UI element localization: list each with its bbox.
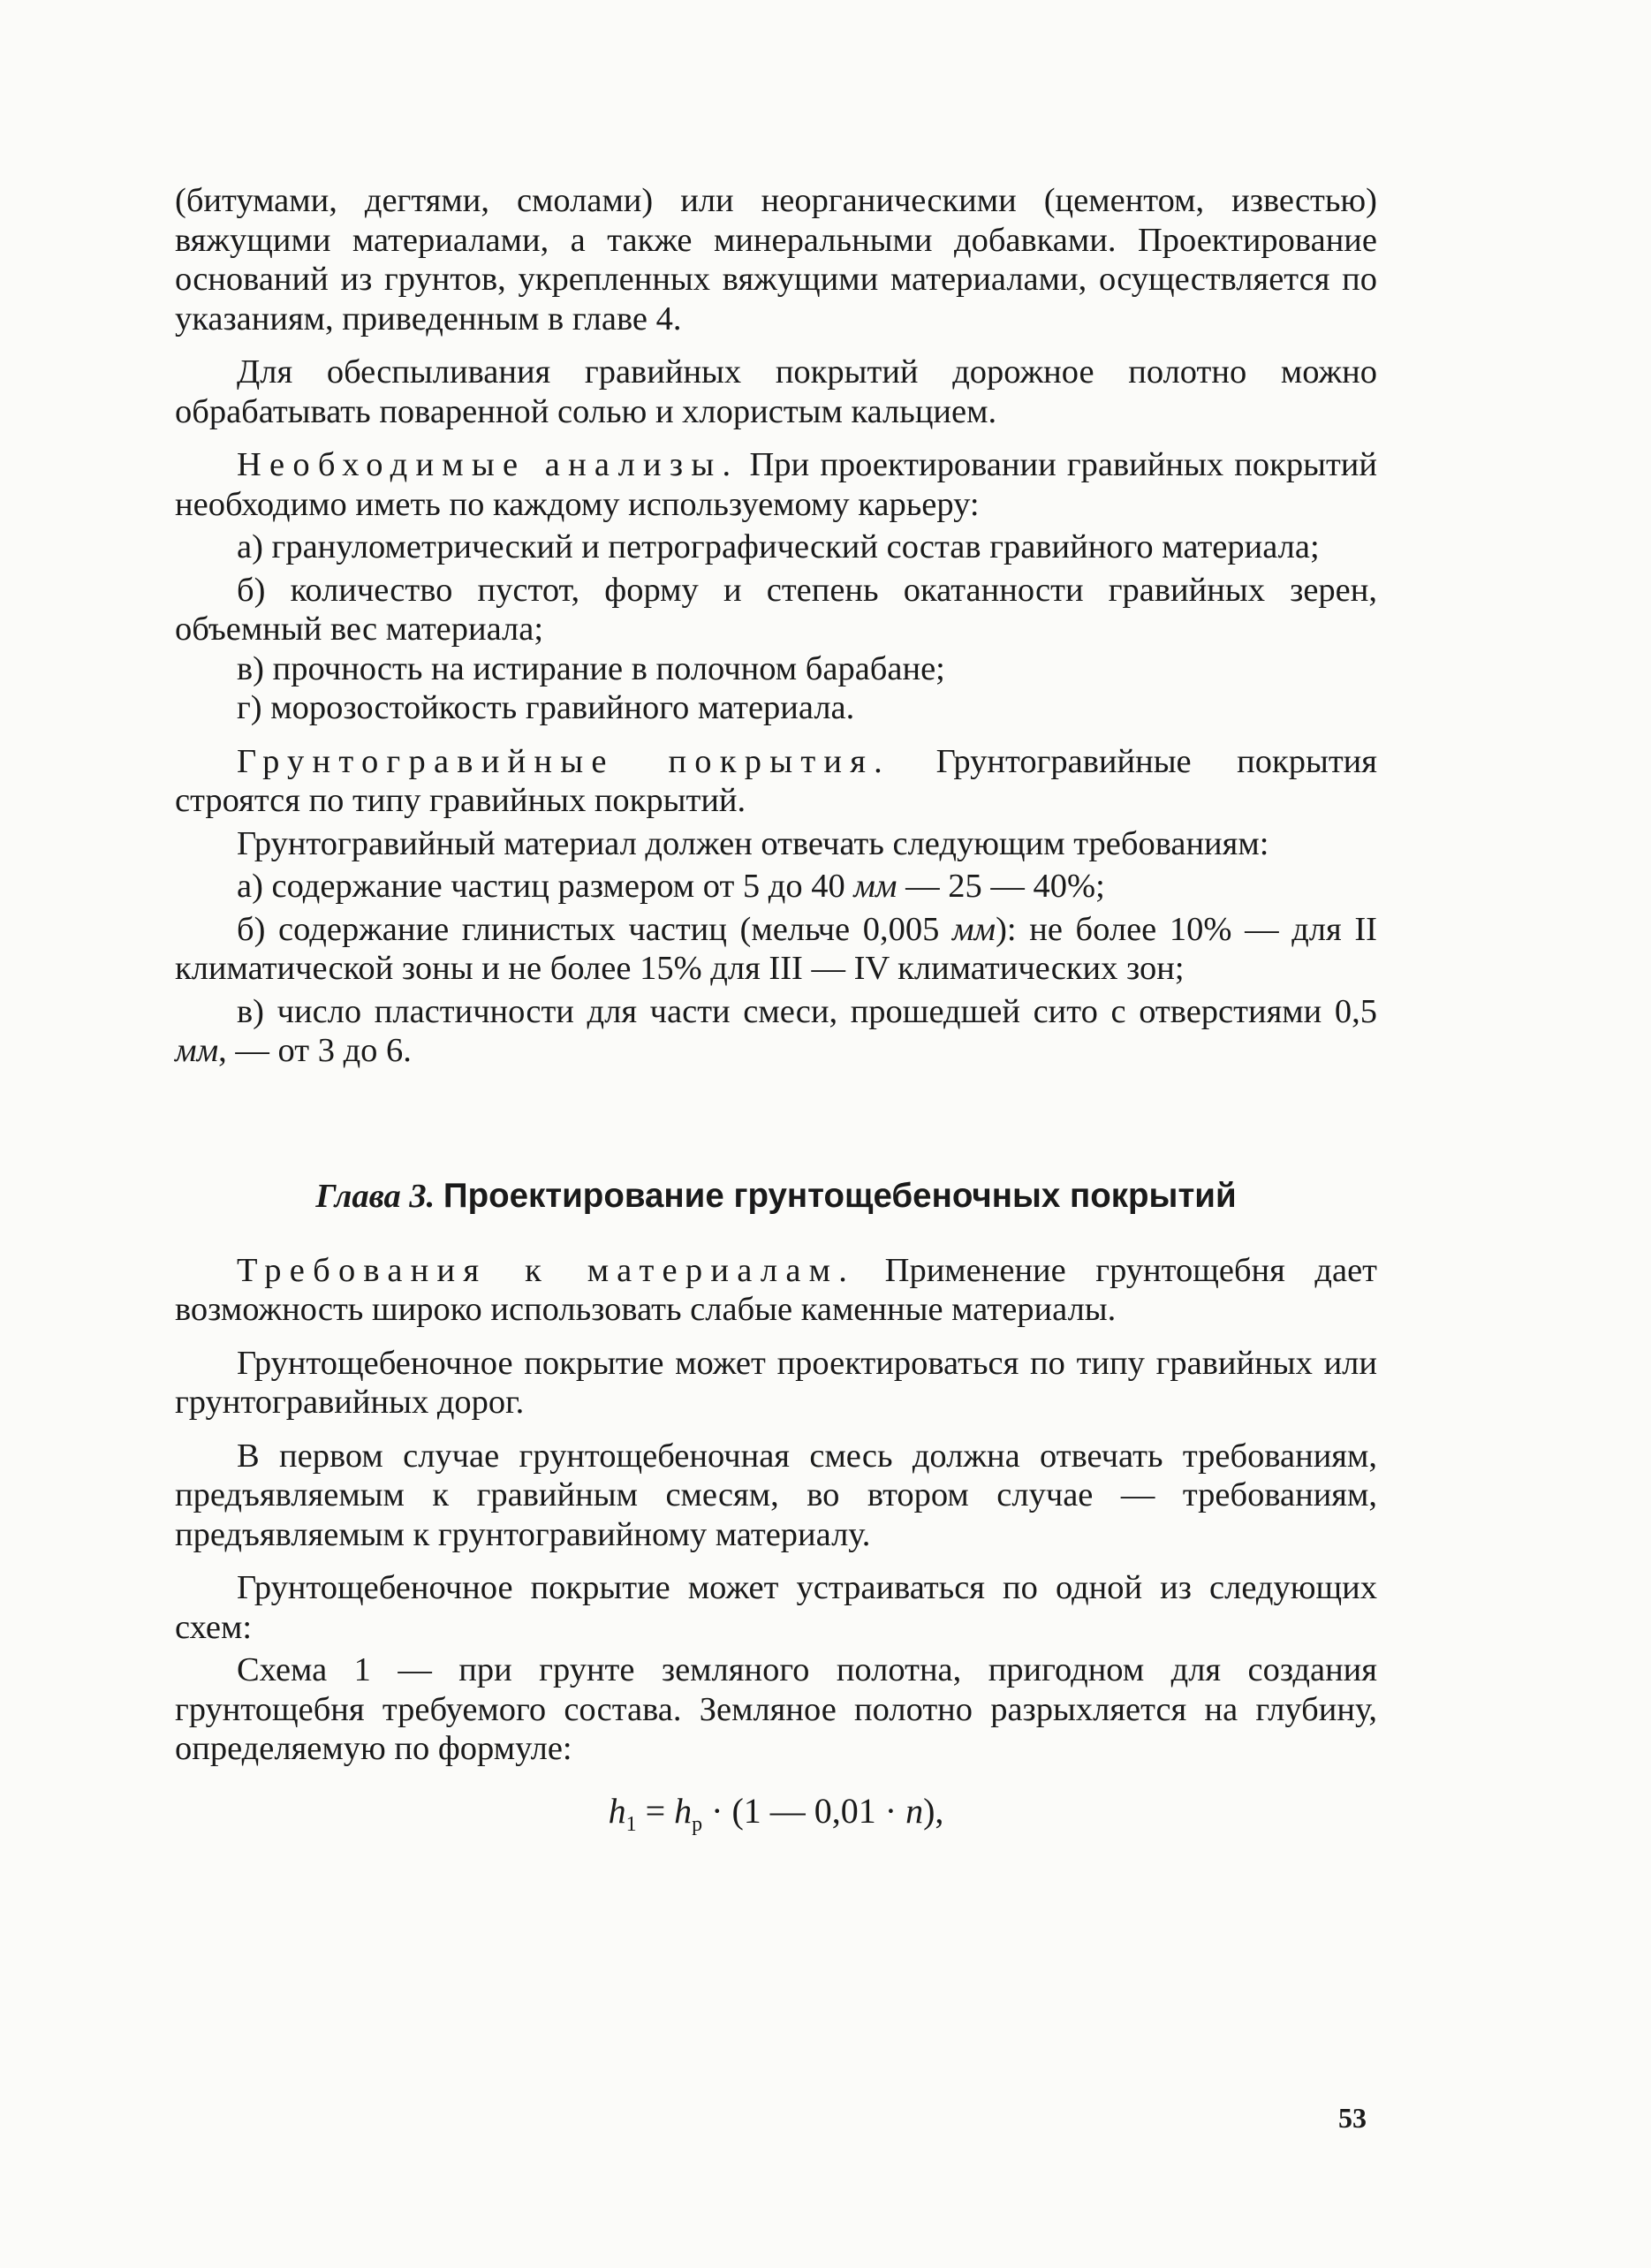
formula-expression: · (1 — 0,01 · — [702, 1790, 906, 1831]
list-item-text: в) прочность на истирание в полочном барабане; — [237, 649, 945, 687]
unit-mm: мм — [175, 1032, 219, 1069]
formula-close: ), — [923, 1790, 944, 1831]
run-in-heading: Необходимые анализы. — [237, 446, 739, 483]
paragraph-text: Для обеспыливания гравийных покрытий дорожное полотно можно обрабатывать поваренной солью и хлористым кальцием. — [175, 353, 1377, 430]
formula-sub-p: р — [692, 1812, 703, 1836]
paragraph-material-requirements — [175, 1251, 1377, 1330]
requirement-a — [175, 867, 1377, 906]
formula — [175, 1790, 1377, 1846]
requirement-text: б) содержание глинистых частиц (мельче 0,005 — [237, 910, 940, 948]
paragraph-text: Грунтощебеночное покрытие может устраиваться по одной из следующих схем: — [175, 1569, 1377, 1646]
list-item-c — [175, 649, 1377, 689]
list-item-text: г) морозостойкость гравийного материала. — [237, 689, 855, 726]
paragraph-requirements — [175, 824, 1377, 864]
paragraph-text: Грунтогравийный материал должен отвечать следующим требованиям: — [237, 824, 1269, 862]
requirement-tail: — 25 — 40%; — [897, 868, 1105, 905]
paragraph-text: (битумами, дегтями, смолами) или неорганическими (цементом, известью) вяжущими материалами, а также минеральными добавками. Проектирование оснований из грунтов, укрепленных вяжущими материалами, осуществляется по указаниям, приведенным в главе 4. — [175, 182, 1377, 338]
chapter-heading — [175, 1177, 1377, 1216]
page-number: 53 — [1338, 2102, 1367, 2134]
unit-mm: мм — [951, 910, 996, 948]
run-in-heading: Грунтогравийные покрытия. — [237, 742, 891, 780]
list-item-text: а) гранулометрический и петрографический состав гравийного материала; — [237, 528, 1320, 565]
formula-var-n: n — [905, 1790, 924, 1831]
requirement-c — [175, 992, 1377, 1071]
run-in-heading: Требования к материалам. — [237, 1251, 856, 1289]
requirement-tail: , — от 3 до 6. — [218, 1032, 412, 1069]
formula-var-hp: h — [674, 1790, 693, 1831]
chapter-title: Проектирование грунтощебеночных покрытий — [443, 1176, 1237, 1215]
paragraph-text: Применение грунтощебня дает возможность широко использовать слабые каменные материалы. — [175, 1251, 1377, 1328]
requirement-b — [175, 910, 1377, 989]
paragraph-first-case — [175, 1437, 1377, 1555]
paragraph-text: В первом случае грунтощебеночная смесь должна отвечать требованиям, предъявляемым к гравийным смесям, во втором случае — требованиям, предъявляемым к грунтогравийному материалу. — [175, 1437, 1377, 1553]
list-item-d — [175, 688, 1377, 728]
text-column — [175, 181, 1377, 1846]
paragraph-soil-gravel — [175, 742, 1377, 821]
requirement-tail: ): не более 10% — для II климатической зоны и не более 15% для III — IV климатических зон; — [175, 910, 1377, 987]
paragraph-text: Грунтогравийные покрытия строятся по типу гравийных покрытий. — [175, 742, 1377, 819]
list-item-a — [175, 527, 1377, 567]
formula-var-h1: h — [608, 1790, 626, 1831]
formula-sub-1: 1 — [625, 1812, 637, 1836]
paragraph-continuation — [175, 181, 1377, 338]
paragraph-design-type — [175, 1344, 1377, 1422]
paragraph-text: Грунтощебеночное покрытие может проектироваться по типу гравийных или грунтогравийных дорог. — [175, 1344, 1377, 1421]
paragraph-schemes — [175, 1568, 1377, 1647]
requirement-text: а) содержание частиц размером от 5 до 40 — [237, 868, 845, 905]
paragraph-text: При проектировании гравийных покрытий необходимо иметь по каждому используемому карьеру: — [175, 446, 1377, 523]
paragraph-dust-control — [175, 353, 1377, 431]
list-item-b — [175, 571, 1377, 649]
list-item-text: б) количество пустот, форму и степень окатанности гравийных зерен, объемный вес материала; — [175, 571, 1377, 648]
paragraph-text: Схема 1 — при грунте земляного полотна, пригодном для создания грунтощебня требуемого состава. Земляное полотно разрыхляется на глубину, определяемую по формуле: — [175, 1651, 1377, 1767]
paragraph-required-analyses — [175, 445, 1377, 524]
paragraph-scheme-1 — [175, 1650, 1377, 1769]
requirement-text: в) число пластичности для части смеси, прошедшей сито с отверстиями 0,5 — [237, 992, 1377, 1030]
chapter-label: Глава 3. — [315, 1177, 435, 1215]
formula-equals: = — [636, 1790, 675, 1831]
unit-mm: мм — [853, 868, 897, 905]
